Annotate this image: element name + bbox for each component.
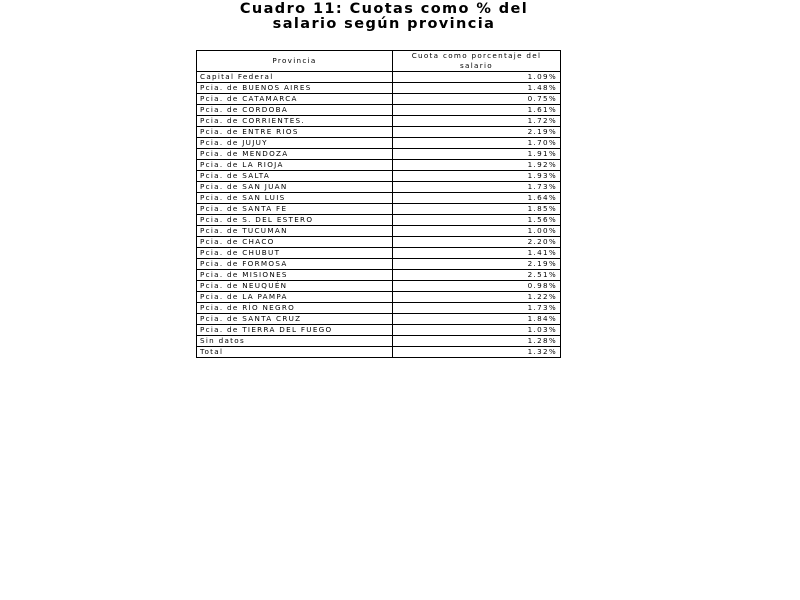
quota-value-cell: 2.19% (393, 259, 561, 270)
table-body (197, 72, 561, 358)
table-row (197, 347, 561, 358)
province-cell: Pcia. de MENDOZA (197, 149, 393, 160)
province-cell: Pcia. de SANTA FE (197, 204, 393, 215)
quota-value-cell: 1.70% (393, 138, 561, 149)
quota-value-cell: 2.20% (393, 237, 561, 248)
table-row (197, 237, 561, 248)
table-row (197, 127, 561, 138)
quota-value-cell: 2.19% (393, 127, 561, 138)
quota-value-cell: 1.28% (393, 336, 561, 347)
table-row (197, 215, 561, 226)
table-row (197, 248, 561, 259)
province-cell: Pcia. de LA PAMPA (197, 292, 393, 303)
province-cell: Pcia. de CORRIENTES. (197, 116, 393, 127)
header-quota-percentage: Cuota como porcentaje del salario (393, 51, 561, 72)
table-row (197, 259, 561, 270)
province-cell: Pcia. de RÍO NEGRO (197, 303, 393, 314)
title-line-1: Cuadro 11: Cuotas como % del (239, 1, 529, 17)
table-row (197, 204, 561, 215)
table-row (197, 138, 561, 149)
table-row (197, 226, 561, 237)
table-row (197, 160, 561, 171)
quota-value-cell: 1.64% (393, 193, 561, 204)
table-row (197, 94, 561, 105)
province-cell: Pcia. de LA RIOJA (197, 160, 393, 171)
province-cell: Pcia. de ENTRE RIOS (197, 127, 393, 138)
province-cell: Pcia. de MISIONES (197, 270, 393, 281)
quota-value-cell: 1.61% (393, 105, 561, 116)
quota-value-cell: 1.73% (393, 303, 561, 314)
province-cell: Pcia. de FORMOSA (197, 259, 393, 270)
province-cell: Pcia. de CHUBUT (197, 248, 393, 259)
province-cell: Pcia. de JUJUY (197, 138, 393, 149)
table-row (197, 83, 561, 94)
page-title (0, 2, 768, 32)
province-cell: Pcia. de BUENOS AIRES (197, 83, 393, 94)
quota-value-cell: 1.93% (393, 171, 561, 182)
quota-value-cell: 1.41% (393, 248, 561, 259)
table-row (197, 193, 561, 204)
quota-value-cell: 0.98% (393, 281, 561, 292)
table-row (197, 270, 561, 281)
table-row (197, 292, 561, 303)
quota-value-cell: 1.22% (393, 292, 561, 303)
province-cell: Pcia. de SANTA CRUZ (197, 314, 393, 325)
province-cell: Pcia. de CATAMARCA (197, 94, 393, 105)
table-row (197, 281, 561, 292)
province-cell: Pcia. de TIERRA DEL FUEGO (197, 325, 393, 336)
quota-value-cell: 1.00% (393, 226, 561, 237)
quota-value-cell: 1.84% (393, 314, 561, 325)
province-cell: Pcia. de SALTA (197, 171, 393, 182)
table-row (197, 171, 561, 182)
table-row (197, 325, 561, 336)
table-row (197, 105, 561, 116)
quota-value-cell: 1.91% (393, 149, 561, 160)
quota-value-cell: 1.72% (393, 116, 561, 127)
province-cell: Pcia. de TUCUMAN (197, 226, 393, 237)
table-row (197, 303, 561, 314)
header-province: Provincia (197, 51, 393, 72)
quota-value-cell: 0.75% (393, 94, 561, 105)
province-cell: Pcia. de NEUQUÉN (197, 281, 393, 292)
quota-value-cell: 1.48% (393, 83, 561, 94)
table-row (197, 72, 561, 83)
quota-value-cell: 1.85% (393, 204, 561, 215)
province-cell: Pcia. de SAN JUAN (197, 182, 393, 193)
title-line-2: salario según provincia (272, 16, 496, 32)
quota-value-cell: 2.51% (393, 270, 561, 281)
province-cell: Pcia. de CORDOBA (197, 105, 393, 116)
table-row (197, 182, 561, 193)
table-row (197, 116, 561, 127)
province-cell: Pcia. de CHACO (197, 237, 393, 248)
province-cell: Total (197, 347, 393, 358)
table-row (197, 314, 561, 325)
table-row (197, 336, 561, 347)
province-cell: Sin datos (197, 336, 393, 347)
quota-value-cell: 1.09% (393, 72, 561, 83)
quota-value-cell: 1.56% (393, 215, 561, 226)
province-cell: Pcia. de S. DEL ESTERO (197, 215, 393, 226)
province-cell: Pcia. de SAN LUIS (197, 193, 393, 204)
quota-table (196, 50, 561, 358)
quota-value-cell: 1.73% (393, 182, 561, 193)
table-row (197, 149, 561, 160)
province-cell: Capital Federal (197, 72, 393, 83)
table-header-row (197, 51, 561, 72)
quota-value-cell: 1.03% (393, 325, 561, 336)
quota-value-cell: 1.32% (393, 347, 561, 358)
quota-value-cell: 1.92% (393, 160, 561, 171)
